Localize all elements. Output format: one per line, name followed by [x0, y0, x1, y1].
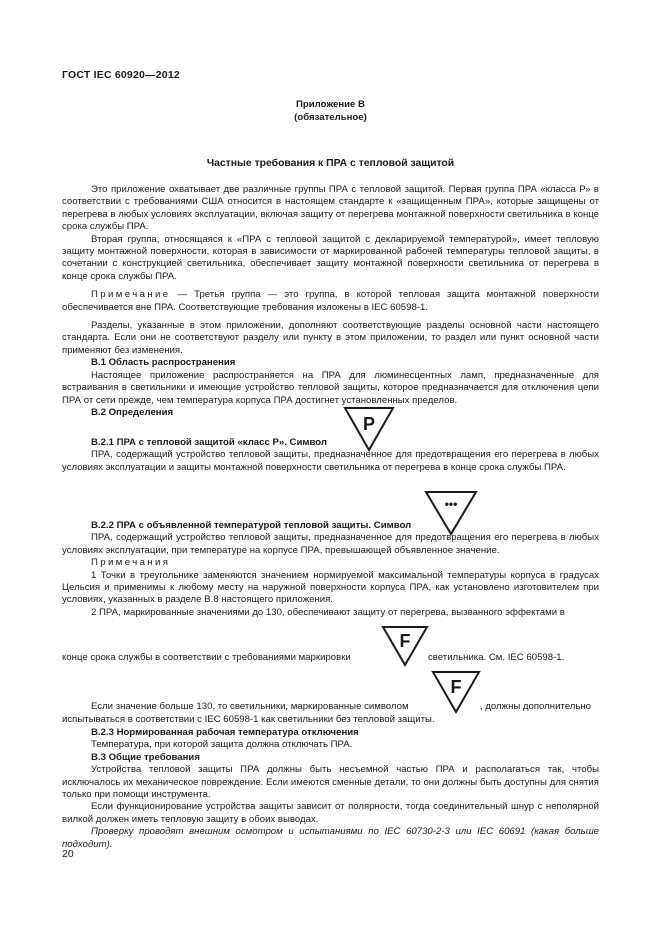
note-label: Примечание — [91, 289, 171, 301]
intro-block — [62, 184, 599, 419]
b21-text: ПРА, содержащий устройство тепловой защиты, предназначенное для предотвращения его перегрева в любых условиях эксплуатации и защиты монтажной поверхности светильника от перегрева в конце срока службы ПРА. — [62, 449, 599, 473]
declared-temperature-symbol-text: ••• — [444, 497, 458, 511]
b3-paragraph-1: Устройства тепловой защиты ПРА должны быть несъемной частью ПРА и располагаться так, чтобы исключалось их механическое повреждение. Если имеются сменные детали, то они должны быть доступны для снятия только при помощи инструмента. — [62, 764, 599, 801]
f-symbol-text-2: F — [450, 677, 462, 697]
f-triangle-icon — [381, 625, 429, 667]
b22-heading: В.2.2 ПРА с объявленной температурой тепловой защиты. Символ — [91, 520, 412, 531]
page-number: 20 — [62, 848, 74, 860]
above130-right: , должны дополнительно — [480, 701, 591, 712]
section-title: Частные требования к ПРА с тепловой защитой — [206, 158, 455, 169]
class-p-symbol-text: P — [362, 414, 376, 434]
note-text: — Третья группа — это группа, в которой тепловая защита монтажной поверхности обеспечивается вне ПРА. Соответствующие требования изложены в IEC 60598-1. — [62, 289, 599, 313]
b23-text: Температура, при которой защита должна отключать ПРА. — [91, 739, 353, 751]
intro-paragraph: Это приложение охватывает две различные группы ПРА с тепловой защитой. Первая группа ПРА «класса Р» в соответствии с требованиями США относится в настоящем стандарте к «защищенным ПРА», которые защищены от перегрева в любых условиях эксплуатации, включая защиту от перегрева монтажной поверхности светильника в конце срока службы ПРА. — [62, 184, 599, 233]
above130-left: Если значение больше 130, то светильники, маркированные символом — [91, 701, 409, 712]
note-item-2-right: светильника. См. IEC 60598-1. — [428, 652, 565, 663]
b3-paragraph-2: Если функционирование устройства защиты зависит от полярности, тогда соединительный шнур с неполярной вилкой должен иметь тепловую защиту в обоих выводах. — [62, 801, 599, 825]
b1-heading: В.1 Область распространения — [91, 357, 236, 369]
appendix-subtitle: (обязательное) — [294, 112, 367, 123]
notes-label-text: Примечания — [91, 557, 171, 569]
b21-heading: В.2.1 ПРА с тепловой защитой «класс Р». Символ — [91, 437, 327, 448]
b22-text: ПРА, содержащий устройство тепловой защиты, предназначенное для предотвращения его перегрева в любых условиях эксплуатации, при температуре на корпусе ПРА, превышающей объявленное значение. — [62, 532, 599, 556]
f-triangle-icon-2 — [431, 670, 481, 714]
document-header: ГОСТ IEC 60920—2012 — [62, 69, 180, 81]
b22-block — [62, 520, 599, 619]
b23-b3-block — [62, 727, 599, 851]
b3-heading: В.3 Общие требования — [91, 751, 200, 763]
b21-block — [62, 437, 599, 474]
note-item-1: 1 Точки в треугольнике заменяются значением нормируемой максимальной температуры корпуса в градусах Цельсия и применимы к любому месту на наружной поверхности корпуса ПРА, как установлено изготовителем при условиях, указанных в разделе В.8 настоящего приложения. — [62, 569, 599, 606]
note-paragraph — [62, 289, 599, 314]
appendix-title: Приложение В — [296, 99, 365, 110]
note-item-2-left: конце срока службы в соответствии с требованиями маркировки — [62, 652, 351, 663]
b23-heading: В.2.3 Нормированная рабочая температура отключения — [91, 727, 359, 738]
note-item-2-start: 2 ПРА, маркированные значениями до 130, обеспечивают защиту от перегрева, вызванного эффектами в — [91, 606, 565, 618]
intro-paragraph: Вторая группа, относящаяся к «ПРА с тепловой защитой с декларируемой температурой», имеет тепловую защиту монтажной поверхности, которая в зависимости от маркированной рабочей температуры тепловой защиты, в сочетании с конструкцией светильника, обеспечивает защиту монтажной поверхности светильника от перегрева в конце срока службы ПРА. — [62, 233, 599, 282]
sections-paragraph: Разделы, указанные в этом приложении, дополняют соответствующие разделы основной части настоящего стандарта. Если они не соответствуют разделу или пункту в этом приложении, то раздел или пункт основной части применяют без изменения. — [62, 320, 599, 356]
b3-paragraph-3: Проверку проводят внешним осмотром и испытаниями по IEC 60730-2-3 или IEC 60691 (какая больше подходит). — [62, 826, 599, 850]
b1-text: Настоящее приложение распространяется на ПРА для люминесцентных ламп, предназначенные для встраивания в светильники и имеющие устройство тепловой защиты, которое предназначается для отключения цепи ПРА от сети прежде, чем температура корпуса ПРА достигнет установленных пределов. — [62, 369, 599, 406]
above130-line2: испытываться в соответствии с IEC 60598-1 как светильники без тепловой защиты. — [62, 714, 435, 725]
notes-label — [62, 557, 599, 569]
b2-heading: В.2 Определения — [91, 406, 174, 418]
f-symbol-text: F — [399, 631, 411, 651]
